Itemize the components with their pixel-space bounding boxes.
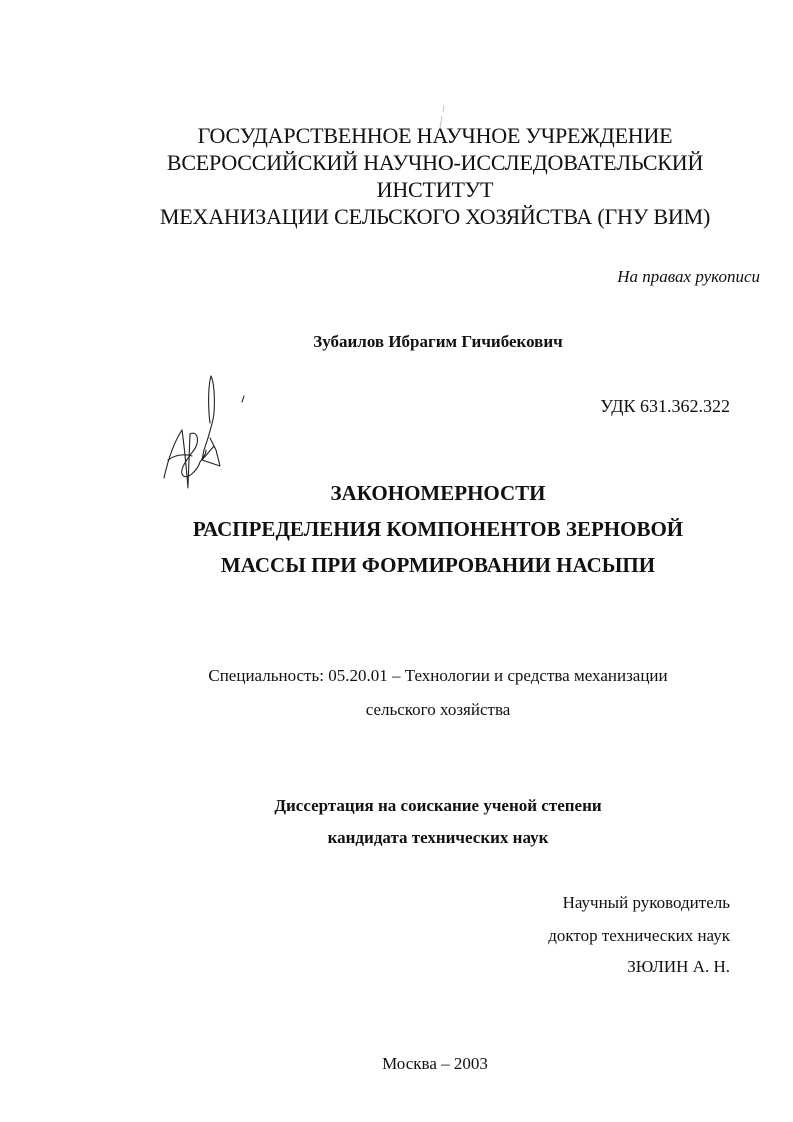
specialty-line-2: сельского хозяйства: [365, 700, 511, 719]
specialty-line-1: Специальность: 05.20.01 – Технологии и средства механизации: [208, 666, 668, 685]
supervisor-name: ЗЮЛИН А. Н.: [627, 957, 730, 976]
header-line-1: ГОСУДАРСТВЕННОЕ НАУЧНОЕ УЧРЕЖДЕНИЕ: [197, 123, 673, 148]
dissertation-line-1: Диссертация на соискание ученой степени: [274, 796, 602, 815]
institution-header: [0, 122, 793, 230]
udc-code: УДК 631.362.322: [600, 396, 730, 416]
supervisor-label: Научный руководитель: [562, 893, 730, 912]
author-name: Зубаилов Ибрагим Гичибекович: [313, 332, 563, 351]
title-line-3: МАССЫ ПРИ ФОРМИРОВАНИИ НАСЫПИ: [220, 553, 656, 577]
city-year: Москва – 2003: [382, 1054, 488, 1073]
title-line-1: ЗАКОНОМЕРНОСТИ: [330, 481, 546, 505]
header-line-4: МЕХАНИЗАЦИИ СЕЛЬСКОГО ХОЗЯЙСТВА (ГНУ ВИМ): [159, 204, 711, 229]
manuscript-rights-note: На правах рукописи: [617, 267, 760, 286]
supervisor-degree: доктор технических наук: [548, 926, 730, 945]
header-line-3: ИНСТИТУТ: [376, 177, 494, 202]
signature-icon: [160, 368, 250, 498]
title-line-2: РАСПРЕДЕЛЕНИЯ КОМПОНЕНТОВ ЗЕРНОВОЙ: [192, 517, 684, 541]
header-line-2: ВСЕРОССИЙСКИЙ НАУЧНО-ИССЛЕДОВАТЕЛЬСКИЙ: [166, 150, 704, 175]
dissertation-line-2: кандидата технических наук: [327, 828, 549, 847]
